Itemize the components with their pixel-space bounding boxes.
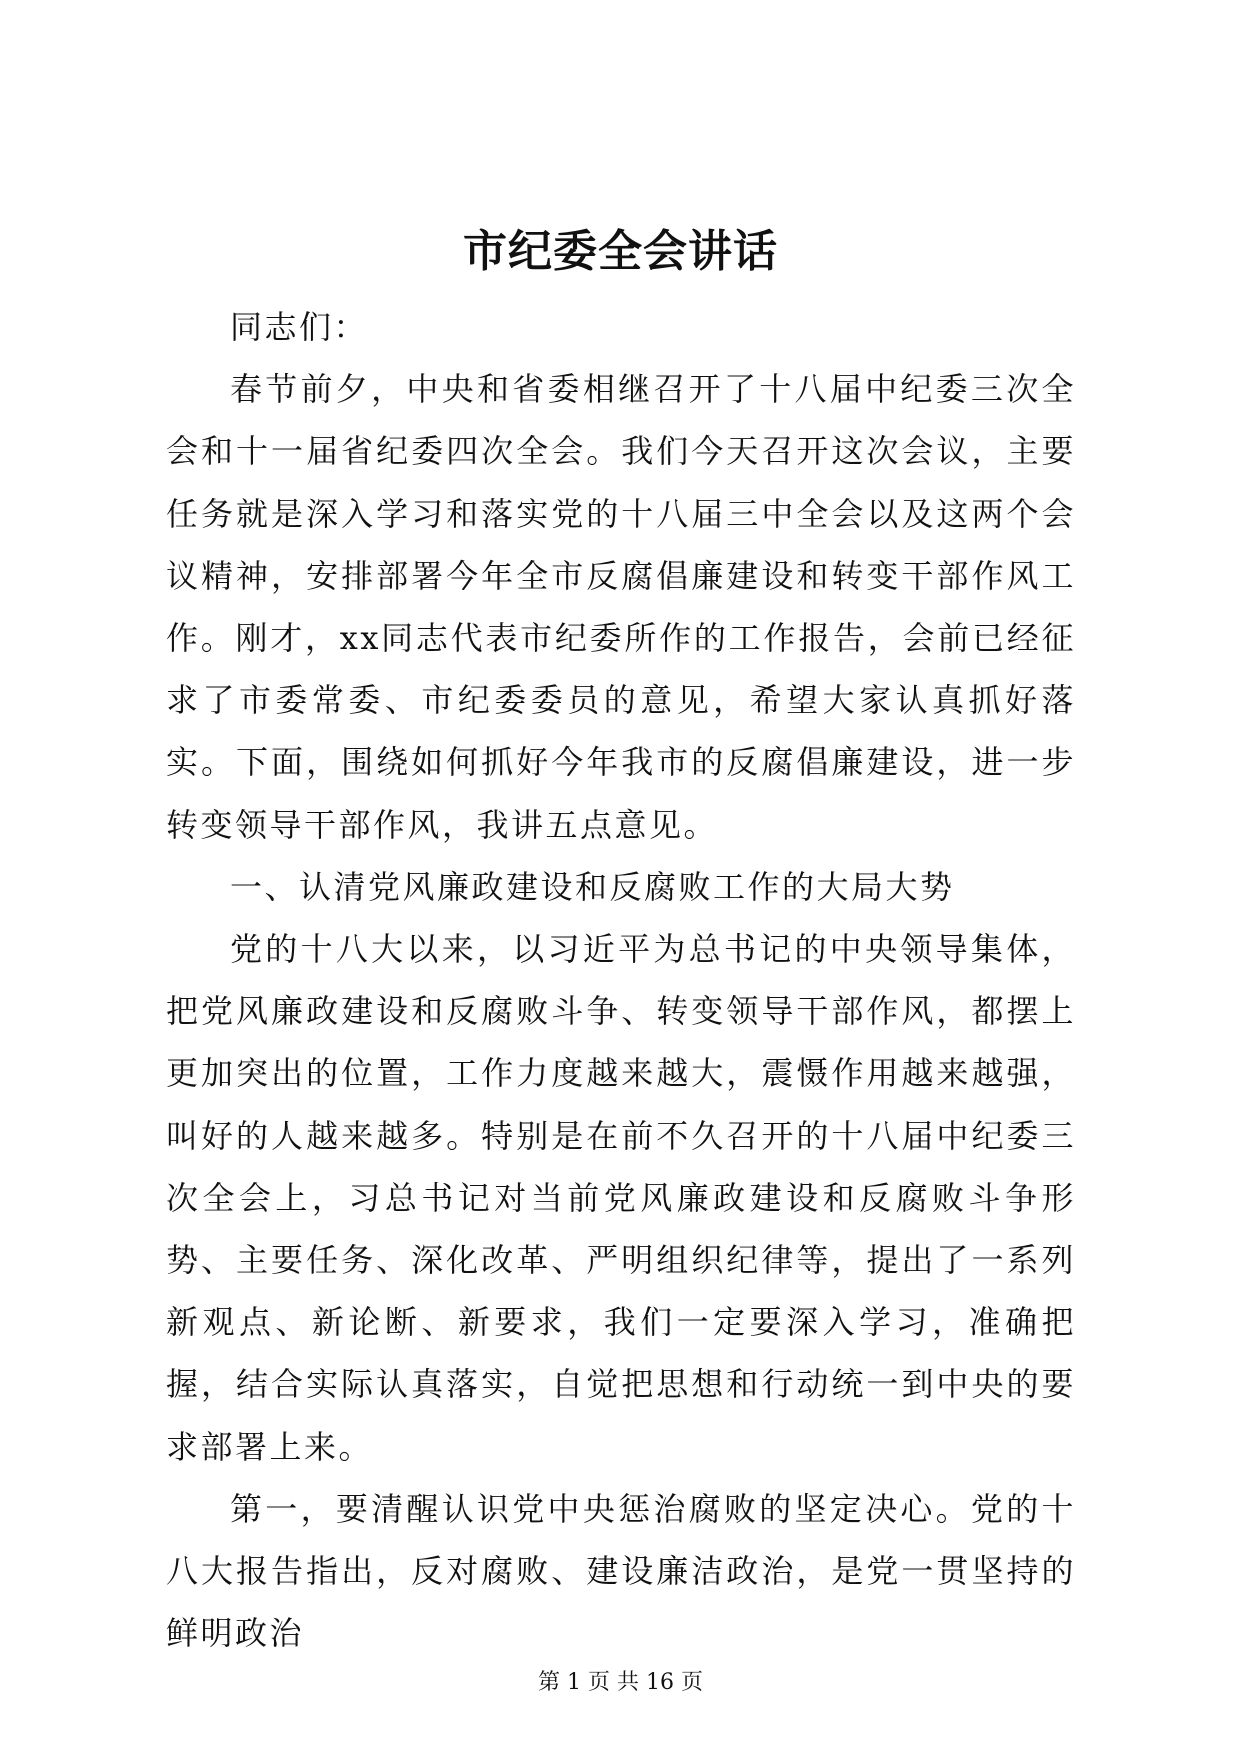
page-footer: 第 1 页 共 16 页	[538, 1670, 703, 1695]
document-body	[166, 296, 1076, 1664]
body-paragraph: 党的十八大以来，以习近平为总书记的中央领导集体，把党风廉政建设和反腐败斗争、转变领导干部作风，都摆上更加突出的位置，工作力度越来越大，震慑作用越来越强，叫好的人越来越多。特别是在前不久召开的十八届中纪委三次全会上，习总书记对当前党风廉政建设和反腐败斗争形势、主要任务、深化改革、严明组织纪律等，提出了一系列新观点、新论断、新要求，我们一定要深入学习，准确把握，结合实际认真落实，自觉把思想和行动统一到中央的要求部署上来。	[166, 930, 1076, 1466]
salutation-paragraph: 同志们：	[230, 308, 369, 346]
section-heading-1: 一、认清党风廉政建设和反腐败工作的大局大势	[230, 867, 955, 906]
intro-paragraph: 春节前夕，中央和省委相继召开了十八届中纪委三次全会和十一届省纪委四次全会。我们今天召开这次会议，主要任务就是深入学习和落实党的十八届三中全会以及这两个会议精神，安排部署今年全市反腐倡廉建设和转变干部作风工作。刚才，xx同志代表市纪委所作的工作报告，会前已经征求了市委常委、市纪委委员的意见，希望大家认真抓好落实。下面，围绕如何抓好今年我市的反腐倡廉建设，进一步转变领导干部作风，我讲五点意见。	[166, 370, 1076, 844]
document-title: 市纪委全会讲话	[463, 226, 778, 277]
body-paragraph-continued: 第一，要清醒认识党中央惩治腐败的坚定决心。党的十八大报告指出，反对腐败、建设廉洁政治，是党一贯坚持的鲜明政治	[166, 1489, 1076, 1653]
